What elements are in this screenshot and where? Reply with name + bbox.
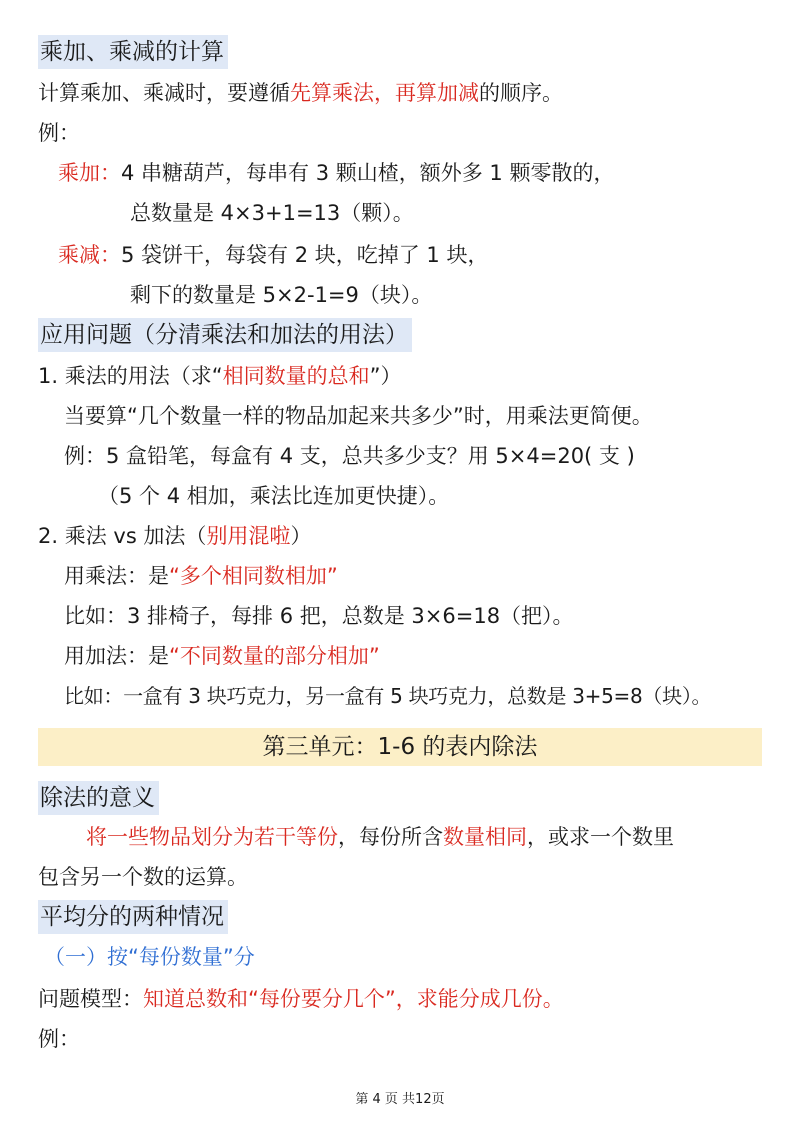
addition-highlight: “不同数量的部分相加” <box>169 644 380 668</box>
division-mid: ，每份所含 <box>338 825 443 849</box>
division-line2: 包含另一个数的运算。 <box>38 865 248 889</box>
point1-prefix: 1. 乘法的用法（求“ <box>38 364 223 388</box>
add-text1: 4 串糖葫芦，每串有 3 颗山楂，额外多 1 颗零散的， <box>121 161 615 185</box>
rule-line <box>38 78 563 108</box>
problem-model-line <box>38 984 564 1014</box>
rule-prefix: 计算乘加、乘减时，要遵循 <box>38 81 290 105</box>
point2-highlight: 别用混啦 <box>206 524 291 548</box>
division-tail: ，或求一个数里 <box>527 825 674 849</box>
addition-usage <box>64 641 380 671</box>
rule-highlight: 先算乘法，再算加减 <box>290 81 479 105</box>
example-label: 例： <box>38 121 80 145</box>
multiply-label: 用乘法：是 <box>64 564 169 588</box>
multiply-highlight: “多个相同数相加” <box>169 564 338 588</box>
equal-share-example-label: 例： <box>38 1027 80 1051</box>
point1-title <box>38 361 401 391</box>
unit-banner: 第三单元：1-6 的表内除法 <box>38 728 762 766</box>
rule-suffix: 的顺序。 <box>479 81 563 105</box>
point2-prefix: 2. 乘法 vs 加法（ <box>38 524 207 548</box>
point1-line3: （5 个 4 相加，乘法比连加更快捷）。 <box>98 484 450 508</box>
point1-highlight: 相同数量的总和 <box>222 364 370 388</box>
point1-line1: 当要算“几个数量一样的物品加起来共多少”时，用乘法更简便。 <box>64 404 653 428</box>
problem-model-text: 知道总数和“每份要分几个”，求能分成几份。 <box>143 987 564 1011</box>
division-highlight1: 将一些物品划分为若干等份 <box>86 825 338 849</box>
addition-example: 比如：一盒有 3 块巧克力，另一盒有 5 块巧克力，总数是 3+5=8（块）。 <box>64 684 712 708</box>
point2-suffix: ） <box>290 524 312 548</box>
point1-suffix: ”） <box>369 364 402 388</box>
add-example-line1 <box>58 158 614 188</box>
point1-line2: 例：5 盒铅笔，每盒有 4 支，总共多少支？用 5×4=20( 支 ) <box>64 444 635 468</box>
point2-title <box>38 521 311 551</box>
equal-share-subheading: （一）按“每份数量”分 <box>44 945 255 969</box>
section-heading-application: 应用问题（分清乘法和加法的用法） <box>38 318 412 352</box>
sub-text1: 5 袋饼干，每袋有 2 块，吃掉了 1 块， <box>121 243 489 267</box>
section-heading-equal-share: 平均分的两种情况 <box>38 900 228 934</box>
sub-example-line1 <box>58 240 488 270</box>
sub-label: 乘减： <box>58 243 121 267</box>
multiply-example: 比如：3 排椅子，每排 6 把，总数是 3×6=18（把）。 <box>64 604 574 628</box>
add-label: 乘加： <box>58 161 121 185</box>
page-footer: 第 4 页 共12页 <box>355 1092 445 1107</box>
division-line1 <box>86 822 674 852</box>
section-heading-multiply-add: 乘加、乘减的计算 <box>38 35 228 69</box>
add-example-line2: 总数量是 4×3+1=13（颗）。 <box>130 201 414 225</box>
addition-label: 用加法：是 <box>64 644 169 668</box>
multiply-usage <box>64 561 338 591</box>
problem-model-label: 问题模型： <box>38 987 143 1011</box>
section-heading-division: 除法的意义 <box>38 781 159 815</box>
division-highlight2: 数量相同 <box>443 825 527 849</box>
sub-example-line2: 剩下的数量是 5×2-1=9（块）。 <box>130 283 433 307</box>
